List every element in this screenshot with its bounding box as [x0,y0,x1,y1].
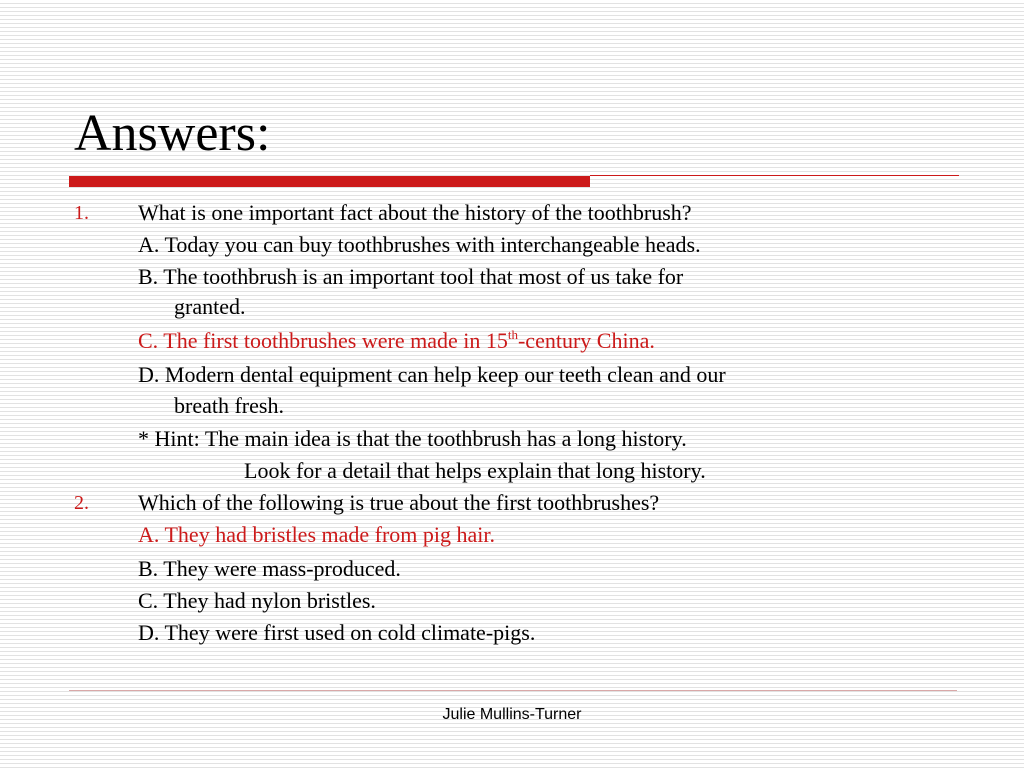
hint-1: * Hint: The main idea is that the toothbrush has a long history. [138,426,687,451]
ordinal-suffix: th [507,327,518,342]
option-1d: D. Modern dental equipment can help keep our teeth clean and our [138,362,726,387]
option-2c: C. They had nylon bristles. [138,588,376,613]
question-number: 2. [74,492,89,514]
option-2a-correct: A. They had bristles made from pig hair. [138,522,496,547]
option-2b: B. They were mass-produced. [138,556,401,581]
question-1-prompt: What is one important fact about the history of the toothbrush? [138,200,692,225]
option-2d: D. They were first used on cold climate-pigs. [138,620,536,645]
title-underline-thick [69,176,590,187]
option-1d-continued: breath fresh. [174,393,284,418]
option-1b-continued: granted. [174,294,246,319]
slide-title: Answers: [74,105,271,162]
option-1a: A. Today you can buy toothbrushes with interchangeable heads. [138,232,701,257]
option-1b: B. The toothbrush is an important tool that most of us take for [138,264,684,289]
hint-1-continued: Look for a detail that helps explain that long history. [244,458,706,483]
title-underline-thin [590,175,959,176]
footer-author: Julie Mullins-Turner [442,706,582,723]
footer-divider [69,690,957,691]
question-2-prompt: Which of the following is true about the first toothbrushes? [138,490,660,515]
question-number: 1. [74,202,89,224]
option-1c-correct [138,325,655,357]
option-1c-text-end: -century China. [517,328,655,353]
option-1c-text: C. The first toothbrushes were made in 15 [138,328,508,353]
